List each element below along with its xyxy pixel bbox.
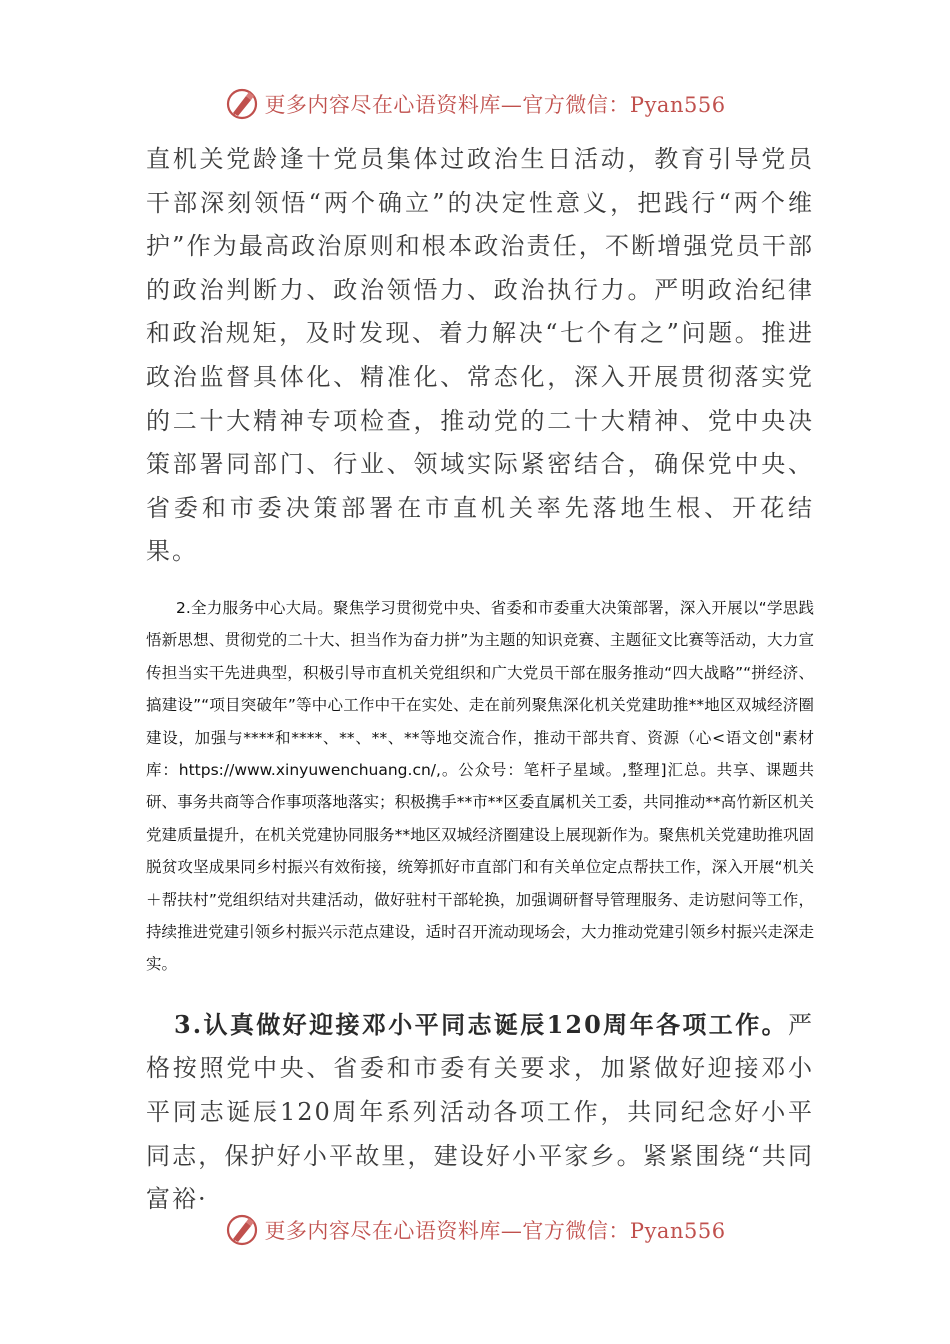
fountain-pen-logo-icon [224,86,260,122]
document-body [146,138,814,1222]
paragraph-1: 直机关党龄逢十党员集体过政治生日活动，教育引导党员干部深刻领悟“两个确立”的决定性意义，把践行“两个维护”作为最高政治原则和根本政治责任，不断增强党员干部的政治判断力、政治领悟力、政治执行力。严明政治纪律和政治规矩，及时发现、着力解决“七个有之”问题。推进政治监督具体化、精准化、常态化，深入开展贯彻落实党的二十大精神专项检查，推动党的二十大精神、党中央决策部署同部门、行业、领域实际紧密结合，确保党中央、省委和市委决策部署在市直机关率先落地生根、开花结果。 [146,145,814,566]
paragraph-2-text: 2.全力服务中心大局。聚焦学习贯彻党中央、省委和市委重大决策部署，深入开展以“学思践悟新思想、贯彻党的二十大、担当作为奋力拼”为主题的知识竞赛、主题征文比赛等活动，大力宣传担当实干先进典型，积极引导市直机关党组织和广大党员干部在服务推动“四大战略”“拼经济、搞建设”“项目突破年”等中心工作中干在实处、走在前列聚焦深化机关党建助推**地区双城经济圈建设，加强与****和****、**、**、**等地交流合作，推动干部共育、资源（心<语文创"素材库：https://www.xinyuwenchuang.cn/,。公众号：笔杆子星域。,整理]汇总。共享、课题共研、事务共商等合作事项落地落实；积极携手**市**区委直属机关工委，共同推动**高竹新区机关党建质量提升，在机关党建协同服务**地区双城经济圈建设上展现新作为。聚焦机关党建助推巩固脱贫攻坚成果同乡村振兴有效衔接，统筹抓好市直部门和有关单位定点帮扶工作，深入开展“机关＋帮扶村”党组织结对共建活动，做好驻村干部轮换，加强调研督导管理服务、走访慰问等工作，持续推进党建引领乡村振兴示范点建设，适时召开流动现场会，大力推动党建引领乡村振兴走深走实。 [146,598,814,974]
fountain-pen-logo-icon [224,1212,260,1248]
header-banner [0,82,950,126]
footer-banner [0,1208,950,1252]
paragraph-2 [146,592,814,981]
banner-text: 更多内容尽在心语资料库—官方微信：Pyan556 [264,1219,726,1243]
paragraph-3 [146,1003,814,1222]
section-heading: 3.认真做好迎接邓小平同志诞辰120周年各项工作。 [174,1009,788,1039]
banner-text: 更多内容尽在心语资料库—官方微信：Pyan556 [264,93,726,117]
paragraph-3-text: 严格按照党中央、省委和市委有关要求，加紧做好迎接邓小平同志诞辰120周年系列活动各项工作，共同纪念好小平同志，保护好小平故里，建设好小平家乡。紧紧围绕“共同富裕· [146,1010,814,1214]
